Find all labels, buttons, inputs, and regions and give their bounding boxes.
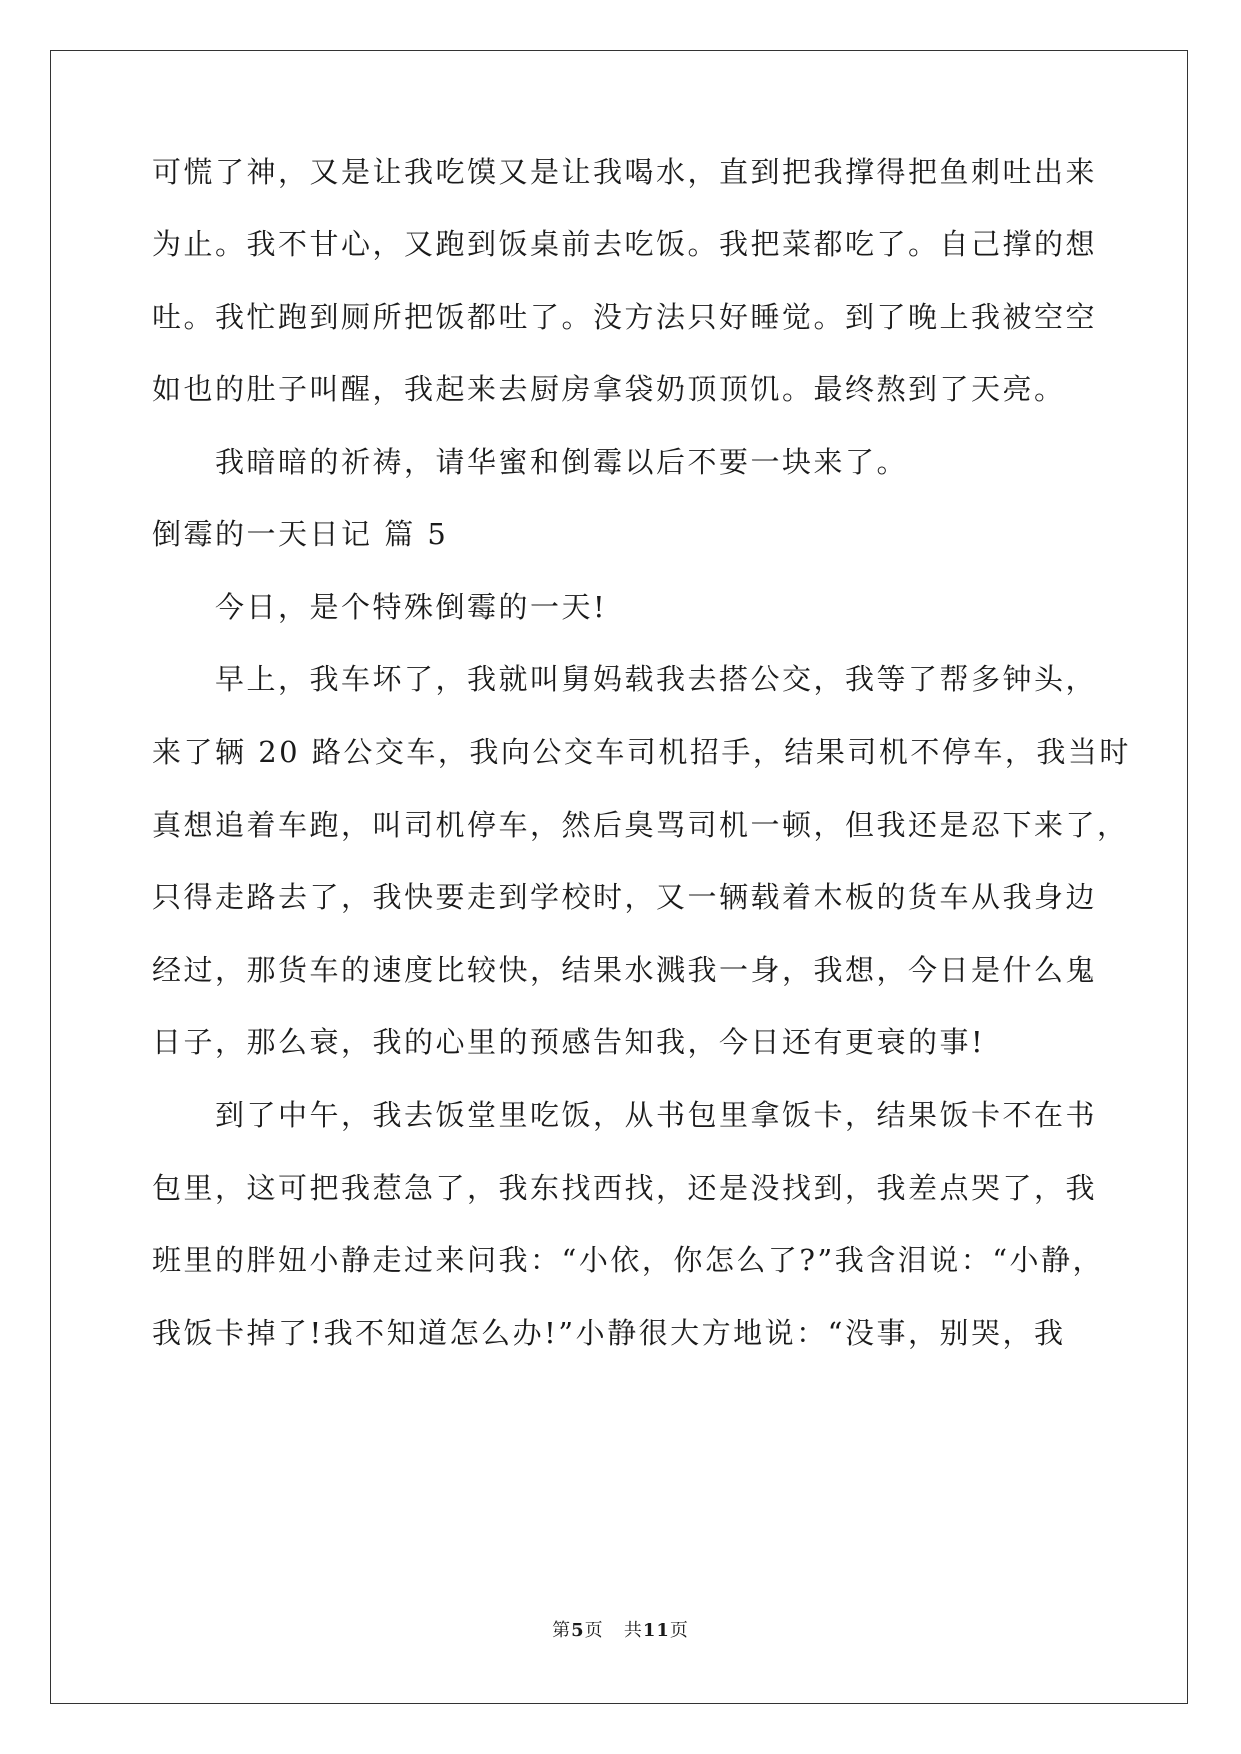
footer-prefix: 第 (552, 1620, 572, 1641)
body-line: 包里，这可把我惹急了，我东找西找，还是没找到，我差点哭了，我 (152, 1171, 1098, 1205)
body-line: 到了中午，我去饭堂里吃饭，从书包里拿饭卡，结果饭卡不在书 (215, 1098, 1098, 1132)
body-line: 我暗暗的祈祷，请华蜜和倒霉以后不要一块来了。 (215, 445, 909, 479)
body-line: 只得走路去了，我快要走到学校时，又一辆载着木板的货车从我身边 (152, 880, 1098, 914)
body-line: 日子，那么衰，我的心里的预感告知我，今日还有更衰的事! (152, 1025, 986, 1059)
body-line: 可慌了神，又是让我吃馍又是让我喝水，直到把我撑得把鱼刺吐出来 (152, 155, 1098, 189)
section-heading: 倒霉的一天日记 篇 5 (152, 517, 449, 551)
page-number: 5 (571, 1620, 585, 1641)
body-line: 经过，那货车的速度比较快，结果水溅我一身，我想，今日是什么鬼 (152, 953, 1098, 987)
body-line: 班里的胖妞小静走过来问我：“小依，你怎么了?”我含泪说：“小静， (152, 1243, 1105, 1277)
body-line: 真想追着车跑，叫司机停车，然后臭骂司机一顿，但我还是忍下来了， (152, 808, 1129, 842)
body-line: 如也的肚子叫醒，我起来去厨房拿袋奶顶顶饥。最终熬到了天亮。 (152, 372, 1066, 406)
page-footer (0, 1619, 1241, 1643)
body-line: 我饭卡掉了!我不知道怎么办!”小静很大方地说：“没事，别哭，我 (152, 1316, 1066, 1350)
body-line: 来了辆 20 路公交车，我向公交车司机招手，结果司机不停车，我当时 (152, 735, 1131, 769)
body-line: 为止。我不甘心，又跑到饭桌前去吃饭。我把菜都吃了。自己撑的想 (152, 227, 1098, 261)
body-line: 今日，是个特殊倒霉的一天! (215, 590, 608, 624)
body-line: 早上，我车坏了，我就叫舅妈载我去搭公交，我等了帮多钟头， (215, 662, 1098, 696)
footer-page-suffix: 页 (584, 1620, 604, 1641)
total-pages: 11 (642, 1620, 670, 1641)
footer-total-prefix: 共 (623, 1620, 643, 1641)
body-line: 吐。我忙跑到厕所把饭都吐了。没方法只好睡觉。到了晚上我被空空 (152, 300, 1098, 334)
footer-total-suffix: 页 (669, 1620, 689, 1641)
